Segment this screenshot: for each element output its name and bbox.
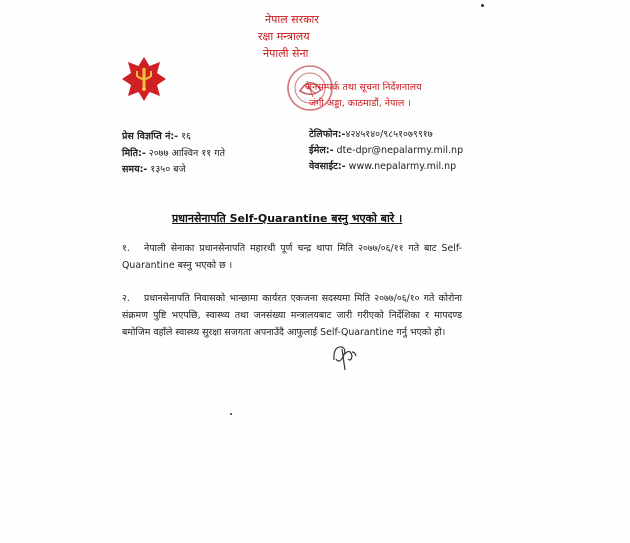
paragraph-1-number: १. xyxy=(122,243,130,254)
paragraph-1 xyxy=(122,240,462,274)
header-government: नेपाल सरकार xyxy=(265,13,319,26)
header-ministry: रक्षा मन्त्रालय xyxy=(258,30,310,43)
phone-label: टेलिफोन:- xyxy=(309,129,346,140)
web-value: www.nepalarmy.mil.np xyxy=(345,161,457,172)
contact-email xyxy=(309,143,463,156)
directorate-address: जंगी अड्डा, काठमाडौं, नेपाल । xyxy=(309,98,411,109)
email-label: ईमेल:- xyxy=(309,145,334,156)
press-number-value: १६ xyxy=(178,131,191,142)
paragraph-1-text: नेपाली सेनाका प्रधानसेनापति महारथी पूर्ण चन्द्र थापा मिति २०७७/०६/११ गते बाट Self-Quarantine बस्नु भएको छ । xyxy=(122,243,462,271)
release-time xyxy=(122,162,186,175)
directorate-name: जनसम्पर्क तथा सूचना निर्देशनालय xyxy=(305,82,422,93)
time-label: समय:- xyxy=(122,164,148,175)
phone-value: ४२४५१४०/९८५१०७९९१७ xyxy=(345,129,433,140)
paragraph-2 xyxy=(122,290,462,341)
press-number-label: प्रेस विज्ञप्ति नं:- xyxy=(122,131,179,142)
nepal-army-star-emblem-icon xyxy=(121,56,167,102)
paragraph-2-number: २. xyxy=(122,293,130,304)
time-value: १३५० बजे xyxy=(147,164,186,175)
scan-speck xyxy=(481,4,484,7)
scan-speck xyxy=(230,413,232,415)
contact-website xyxy=(309,159,456,172)
date-value: २०७७ आश्विन ११ गते xyxy=(145,148,226,159)
header-army: नेपाली सेना xyxy=(263,47,309,60)
signature-scribble xyxy=(330,340,360,372)
release-title: प्रधानसेनापति Self-Quarantine बस्नु भएको बारे । xyxy=(172,212,403,225)
email-value: dte-dpr@nepalarmy.mil.np xyxy=(333,145,464,156)
web-label: वेवसाईट:- xyxy=(309,161,346,172)
paragraph-2-text: प्रधानसेनापति निवासको भान्छामा कार्यरत एकजना सदस्यमा मिति २०७७/०६/१० गते कोरोना संक्रमण पुष्टि भएपछि, स्वास्थ्य तथा जनसंख्या मन्त्रालयबाट जारी गरीएको निर्देशिका र मापदण्ड बमोजिम वहाँले स्वास्थ्य सुरक्षा सजगता अपनाउँदै आफुलाई Self-Quarantine गर्नु भएको हो। xyxy=(122,293,462,338)
press-release-number xyxy=(122,129,191,142)
date-label: मिति:- xyxy=(122,148,146,159)
contact-phone xyxy=(309,127,433,140)
release-date xyxy=(122,146,225,159)
